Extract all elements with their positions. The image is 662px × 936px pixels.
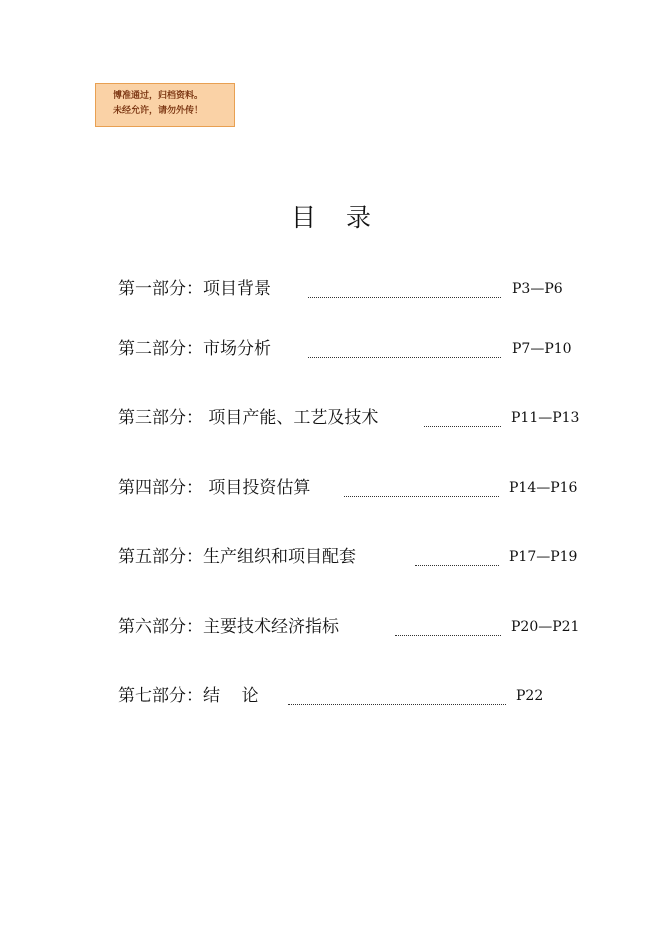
toc-leader-dots: [424, 426, 501, 427]
toc-item-label: 第七部分：结 论: [118, 686, 259, 706]
toc-leader-dots: [415, 565, 499, 566]
stamp-line-1: 博准通过，归档资料。: [113, 91, 204, 101]
toc-item[interactable]: [118, 405, 588, 431]
toc-item-pages: P3—P6: [512, 281, 563, 297]
toc-leader-dots: [395, 635, 501, 636]
archive-stamp: [95, 83, 235, 127]
toc-item[interactable]: [118, 683, 588, 709]
toc-leader-dots: [288, 704, 506, 705]
toc-leader-dots: [344, 496, 499, 497]
toc-item[interactable]: [118, 336, 588, 362]
toc-item-pages: P11—P13: [511, 410, 580, 426]
toc-item-pages: P17—P19: [509, 549, 578, 565]
page-title: 目录: [290, 203, 401, 232]
toc-item-label: 第五部分：生产组织和项目配套: [118, 547, 356, 567]
toc-item-label: 第二部分：市场分析: [118, 339, 271, 359]
toc-item-label: 第三部分： 项目产能、工艺及技术: [118, 408, 379, 428]
toc-item-pages: P20—P21: [511, 619, 580, 635]
toc-leader-dots: [308, 357, 501, 358]
toc-item[interactable]: [118, 614, 588, 640]
toc-item-pages: P7—P10: [512, 341, 572, 357]
toc-item[interactable]: [118, 544, 588, 570]
toc-item-label: 第四部分： 项目投资估算: [118, 478, 311, 498]
toc-item-pages: P22: [516, 688, 544, 704]
toc-item-pages: P14—P16: [509, 480, 578, 496]
stamp-line-2: 未经允许，请勿外传！: [113, 106, 204, 116]
toc-item[interactable]: [118, 475, 588, 501]
toc-leader-dots: [308, 297, 501, 298]
toc-item-label: 第六部分：主要技术经济指标: [118, 617, 339, 637]
toc-item-label: 第一部分：项目背景: [118, 279, 271, 299]
toc-item[interactable]: [118, 276, 588, 302]
